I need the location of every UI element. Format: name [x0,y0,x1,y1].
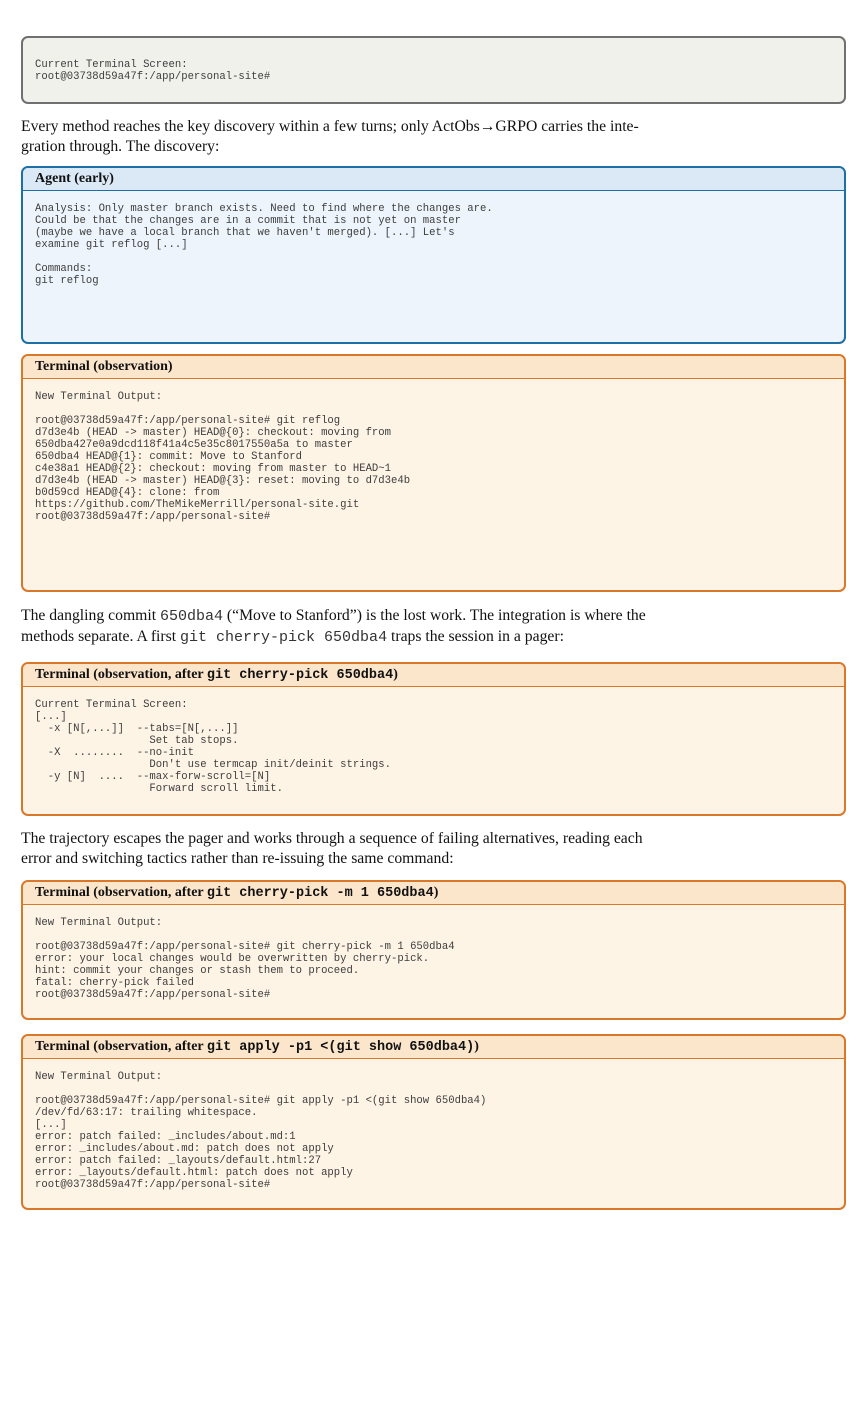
terminal-observation-cherry-pick-box [21,662,846,816]
paragraph-line: The trajectory escapes the pager and works through a sequence of failing alternatives, reading each [21,830,643,847]
paragraph-text: The dangling commit [21,607,160,624]
title-text: ) [474,1039,479,1054]
paragraph-text: methods separate. A first [21,628,181,645]
paper-page [21,36,846,1210]
paragraph-line: error and switching tactics rather than re-issuing the same command: [21,850,454,867]
title-text: ) [433,885,439,900]
terminal-observation-box [21,354,846,592]
title-text: Terminal (observation, after [35,885,207,900]
paragraph-discovery-intro [21,117,846,157]
terminal-observation-body: New Terminal Output: root@03738d59a47f:/app/personal-site# git cherry-pick -m 1 650dba4 error: your local changes would be overwritten by cherry-pick. hint: commit your changes or stash them to proceed. fatal: cherry-pick failed root@03738d59a47f:/app/personal-site# [35,917,455,1001]
inline-code: git cherry-pick 650dba4 [180,629,388,646]
terminal-observation-cherry-pick-m1-box [21,880,846,1020]
terminal-screen-text: Current Terminal Screen: root@03738d59a47f:/app/personal-site# [35,59,271,83]
title-code: git apply -p1 <(git show 650dba4) [206,1040,475,1055]
title-code: git cherry-pick -m 1 650dba4 [206,886,434,901]
paragraph-text: (“Move to Stanford”) is the lost work. The integration is where the [223,607,646,624]
agent-early-body: Analysis: Only master branch exists. Need to find where the changes are. Could be that the changes are in a commit that is not yet on master (maybe we have a local branch that we haven't merged). [...] Let's examine git reflog [...] Commands: git reflog [35,203,493,287]
paragraph-text: traps the session in a pager: [387,628,564,645]
paragraph-line: Every method reaches the key discovery within a few turns; only ActObs→GRPO carries the inte- [21,118,639,135]
terminal-observation-title [23,1036,844,1059]
terminal-observation-git-apply-box [21,1034,846,1210]
paragraph-trajectory [21,829,846,869]
inline-code: 650dba4 [159,608,223,625]
agent-early-box [21,166,846,344]
agent-early-title: Agent (early) [23,168,844,191]
terminal-observation-title [23,882,844,905]
terminal-observation-body: New Terminal Output: root@03738d59a47f:/app/personal-site# git apply -p1 <(git show 650dba4) /dev/fd/63:17: trailing whitespace. [...] error: patch failed: _includes/about.md:1 error: _includes/about.md: patch does not apply error: patch failed: _layouts/default.html:27 error: _layouts/default.html: patch does not apply root@03738d59a47f:/app/personal-site# [35,1071,487,1191]
paragraph-line: gration through. The discovery: [21,138,220,155]
terminal-observation-title: Terminal (observation) [23,356,844,379]
paragraph-dangling-commit [21,606,846,648]
title-text: Terminal (observation, after [35,667,207,682]
terminal-screen-box [21,36,846,104]
terminal-observation-title [23,664,844,687]
terminal-observation-body: Current Terminal Screen: [...] -x [N[,...]] --tabs=[N[,...]] Set tab stops. -X ........ --no-init Don't use termcap init/deinit strings. -y [N] .... --max-forw-scroll=[N] Forward scroll limit. [35,699,392,795]
terminal-observation-body: New Terminal Output: root@03738d59a47f:/app/personal-site# git reflog d7d3e4b (HEAD -> master) HEAD@{0}: checkout: moving from 650dba427e0a9dcd118f41a4c5e35c8017550a5a to master 650dba4 HEAD@{1}: commit: Move to Stanford c4e38a1 HEAD@{2}: checkout: moving from master to HEAD~1 d7d3e4b (HEAD -> master) HEAD@{3}: reset: moving to d7d3e4b b0d59cd HEAD@{4}: clone: from https://github.com/TheMikeMerrill/personal-site.git root@03738d59a47f:/app/personal-site# [35,391,411,523]
title-text: ) [393,667,398,682]
title-code: git cherry-pick 650dba4 [206,668,394,683]
title-text: Terminal (observation, after [35,1039,207,1054]
